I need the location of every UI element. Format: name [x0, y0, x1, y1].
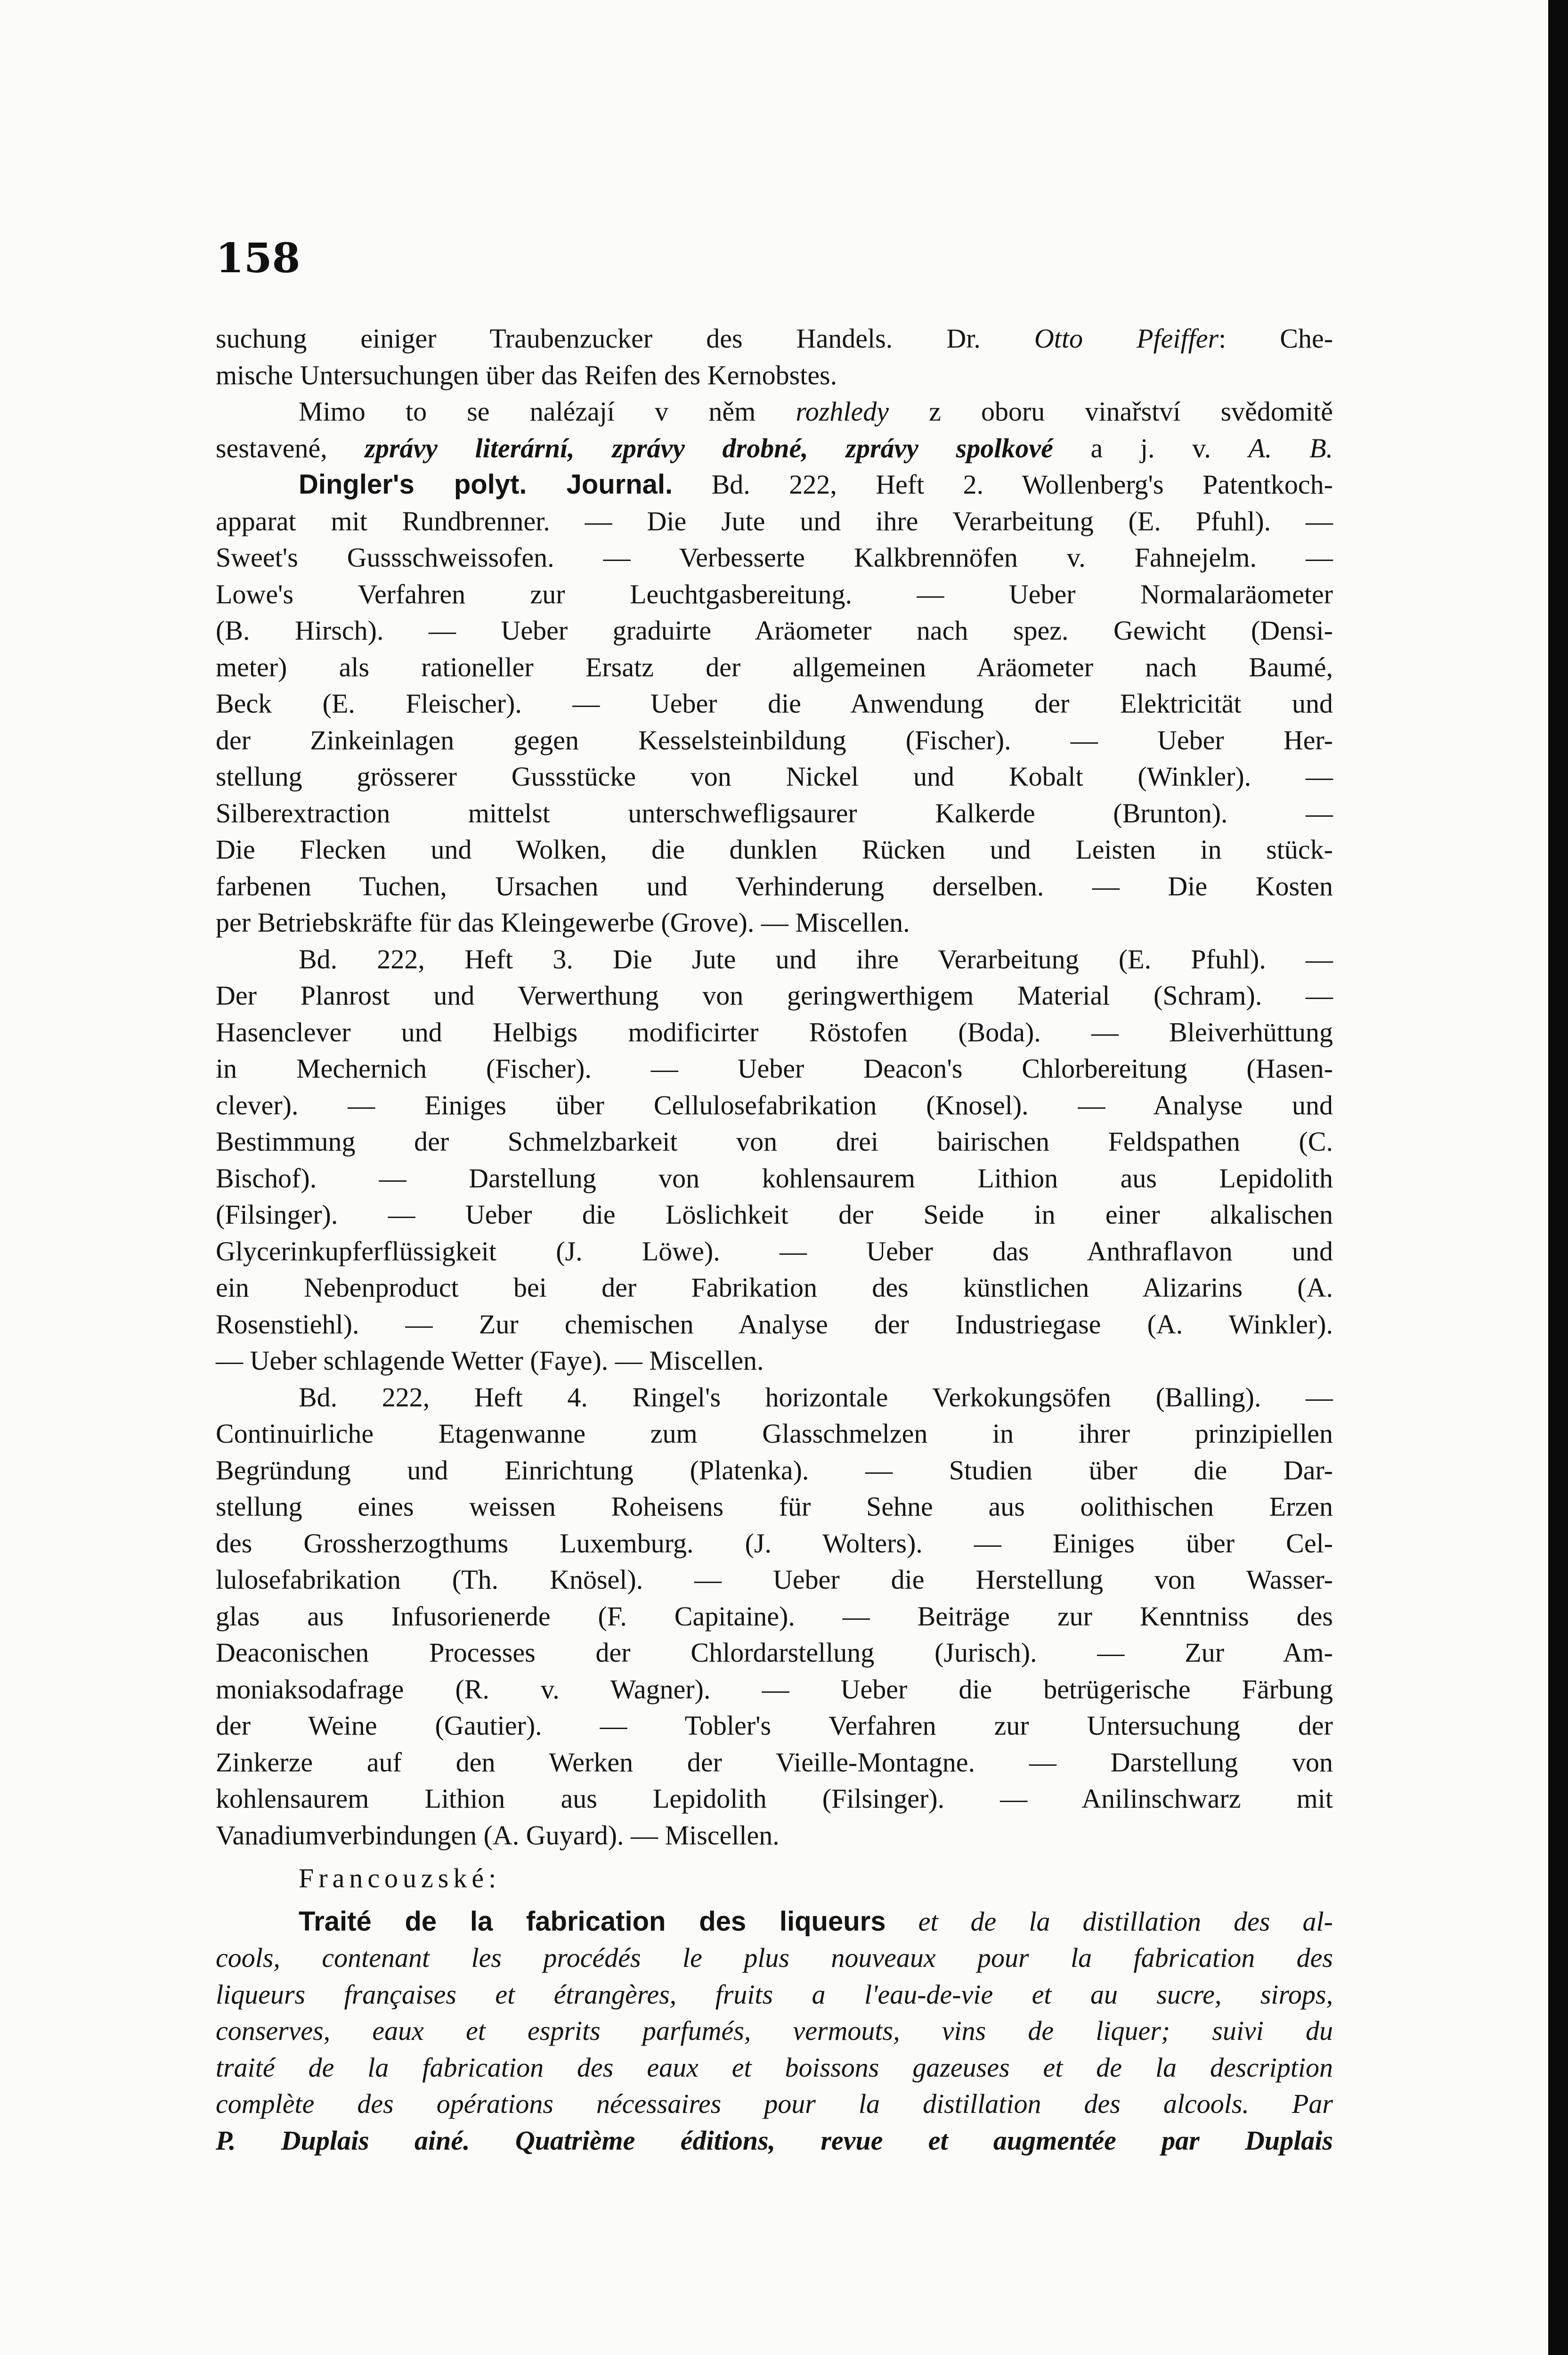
paragraph-dingler-heft2: Dingler's polyt. Journal. Bd. 222, Heft 2. Wollenberg's Patentkoch- apparat mit Rundbrenner. — Die Jute und ihre Verarbeitung (E. Pfuhl). — Sweet's Gussschweissofen. — Verbesserte Kalkbrennöfen v. Fahnejelm. — Lowe's Verfahren zur Leuchtgasbereitung. — Ueber Normalaräometer (B. Hirsch). — Ueber graduirte Aräometer nach spez. Gewicht (Densi- meter) als rationeller Ersatz der allgemeinen Aräometer nach Baumé, Beck (E. Fleischer). — Ueber die Anwendung der Elektricität und der Zinkeinlagen gegen Kesselsteinbildung (Fischer). — Ueber Her- stellung grösserer Gussstücke von Nickel und Kobalt (Winkler). — Silberextraction mittelst unterschwefligsaurer Kalkerde (Brunton). — Die Flecken und Wolken, die dunklen Rücken und Leisten in stück- farbenen Tuchen, Ursachen und Verhinderung derselben. — Die Kosten per Betriebskräfte für das Kleingewerbe (Grove). — Miscellen.	[216, 469, 1333, 938]
author-name: Otto Pfeiffer	[1034, 323, 1219, 354]
scan-edge-band	[1548, 0, 1568, 2355]
paragraph-french-book: Traité de la fabrication des liqueurs et de la distillation des al- cools, contenant les procédés le plus nouveaux pour la fabrication des liqueurs françaises et étrangères, fruits a l'eau-de-vie et au sucre, sirops, conserves, eaux et esprits parfumés, vermouts, vins de liquer; suivi du traité de la fabrication des eaux et boissons gazeuses et de la description complète des opérations nécessaires pour la distillation des alcools. Par P. Duplais ainé. Quatrième éditions, revue et augmentée par Duplais	[216, 1906, 1333, 2156]
page-body	[216, 320, 1333, 2159]
page-number: 158	[216, 235, 301, 282]
book-title: Traité de la fabrication des liqueurs	[299, 1906, 886, 1937]
signature-initials: A. B.	[1248, 432, 1333, 463]
journal-title: Dingler's polyt. Journal.	[299, 469, 673, 500]
paragraph-czech-note: Mimo to se nalézají v něm rozhledy z oboru vinařství svědomitě sestavené, zprávy literární, zprávy drobné, zprávy spolkové a j. v. A. B.	[216, 396, 1333, 463]
paragraph-dingler-heft3: Bd. 222, Heft 3. Die Jute und ihre Verarbeitung (E. Pfuhl). — Der Planrost und Verwerthung von geringwerthigem Material (Schram). — Hasenclever und Helbigs modificirter Röstofen (Boda). — Bleiverhüttung in Mechernich (Fischer). — Ueber Deacon's Chlorbereitung (Hasen- clever). — Einiges über Cellulosefabrikation (Knosel). — Analyse und Bestimmung der Schmelzbarkeit von drei bairischen Feldspathen (C. Bischof). — Darstellung von kohlensaurem Lithion aus Lepidolith (Filsinger). — Ueber die Löslichkeit der Seide in einer alkalischen Glycerinkupferflüssigkeit (J. Löwe). — Ueber das Anthraflavon und ein Nebenproduct bei der Fabrikation des künstlichen Alizarins (A. Rosenstiehl). — Zur chemischen Analyse der Industriegase (A. Winkler). — Ueber schlagende Wetter (Faye). — Miscellen.	[216, 943, 1333, 1376]
section-heading-french: Francouzské:	[299, 1863, 501, 1893]
paragraph-dingler-heft4: Bd. 222, Heft 4. Ringel's horizontale Verkokungsöfen (Balling). — Continuirliche Etagenwanne zum Glasschmelzen in ihrer prinzipiellen Begründung und Einrichtung (Platenka). — Studien über die Dar- stellung eines weissen Roheisens für Sehne aus oolithischen Erzen des Grossherzogthums Luxemburg. (J. Wolters). — Einiges über Cel- lulosefabrikation (Th. Knösel). — Ueber die Herstellung von Wasser- glas aus Infusorienerde (F. Capitaine). — Beiträge zur Kenntniss des Deaconischen Processes der Chlordarstellung (Jurisch). — Zur Am- moniaksodafrage (R. v. Wagner). — Ueber die betrügerische Färbung der Weine (Gautier). — Tobler's Verfahren zur Untersuchung der Zinkerze auf den Werken der Vieille-Montagne. — Darstellung von kohlensaurem Lithion aus Lepidolith (Filsinger). — Anilinschwarz mit Vanadiumverbindungen (A. Guyard). — Miscellen.	[216, 1381, 1333, 1851]
paragraph-intro: suchung einiger Traubenzucker des Handels. Dr. Otto Pfeiffer: Che- mische Untersuchungen über das Reifen des Kernobstes.	[216, 323, 1333, 390]
